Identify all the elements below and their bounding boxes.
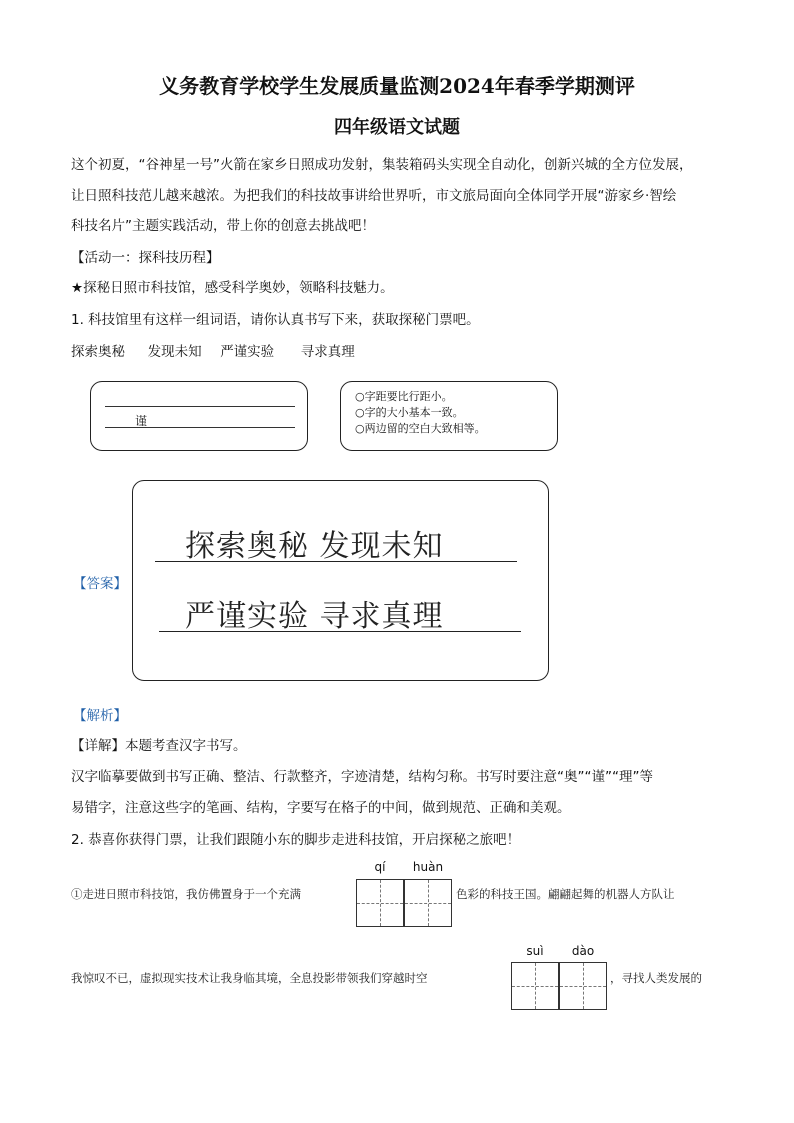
word-1: 探索奥秘 — [71, 344, 125, 360]
answer-line-1: 探索奥秘 发现未知 — [185, 529, 444, 564]
explain-line-1: 汉字临摹要做到书写正确、整洁、行款整齐，字迹清楚，结构匀称。书写时要注意“奥”“谨”“理”等 — [71, 769, 653, 785]
writing-box[interactable] — [90, 381, 308, 451]
word-list — [71, 340, 355, 360]
tips-box — [340, 381, 558, 451]
char-cell[interactable] — [559, 962, 607, 1010]
tips-list — [355, 389, 486, 437]
para2-before: 我惊叹不已，虚拟现实技术让我身临其境，全息投影带领我们穿越时空 — [71, 971, 428, 985]
tip-1: ○字距要比行距小。 — [355, 390, 453, 403]
page-subtitle: 四年级语文试题 — [334, 117, 460, 138]
pinyin-sui: suì — [526, 944, 544, 958]
answer-box — [132, 480, 549, 681]
word-2: 发现未知 — [147, 344, 202, 360]
pinyin-huan: huàn — [412, 860, 444, 874]
intro-line-2: 让日照科技范儿越来越浓。为把我们的科技故事讲给世界听，市文旅局面向全体同学开展“游家乡·智绘 — [71, 188, 677, 204]
word-3: 严谨实验 — [220, 344, 275, 360]
tip-2: ○字的大小基本一致。 — [355, 406, 464, 419]
tip-3: ○两边留的空白大致相等。 — [355, 422, 486, 435]
char-cell[interactable] — [356, 879, 404, 927]
ruled-line — [105, 406, 295, 407]
answer-rule-2 — [159, 631, 521, 632]
explain-line-2: 易错字，注意这些字的笔画、结构，字要写在格子的中间，做到规范、正确和美观。 — [71, 800, 571, 816]
char-cell[interactable] — [511, 962, 559, 1010]
activity-heading: 【活动一：探科技历程】 — [71, 250, 220, 266]
analysis-label: 【解析】 — [73, 708, 127, 724]
intro-line-1: 这个初夏，“谷神星一号”火箭在家乡日照成功发射，集装箱码头实现全自动化，创新兴城的全方位发展， — [71, 157, 693, 173]
char-cell[interactable] — [404, 879, 452, 927]
para1-after: 色彩的科技王国。翩翩起舞的机器人方队让 — [456, 887, 675, 901]
intro-line-3: 科技名片”主题实践活动，带上你的创意去挑战吧！ — [71, 218, 375, 234]
answer-rule-1 — [155, 561, 517, 562]
answer-label: 【答案】 — [73, 576, 127, 592]
para2-after: ，寻找人类发展的 — [610, 971, 702, 985]
activity-task: ★探秘日照市科技馆，感受科学奥妙，领略科技魅力。 — [71, 280, 394, 296]
page-title: 义务教育学校学生发展质量监测2024年春季学期测评 — [159, 74, 635, 98]
para1-before: ①走进日照市科技馆，我仿佛置身于一个充满 — [71, 887, 301, 901]
word-4: 寻求真理 — [300, 344, 355, 360]
question-2-prompt: 2. 恭喜你获得门票，让我们跟随小东的脚步走进科技馆，开启探秘之旅吧！ — [71, 832, 521, 848]
ruled-line — [105, 427, 295, 428]
detail-line: 【详解】本题考查汉字书写。 — [71, 738, 247, 754]
question-1-prompt: 1. 科技馆里有这样一组词语，请你认真书写下来，获取探秘门票吧。 — [71, 312, 480, 328]
writing-sample-char: 谨 — [135, 414, 148, 428]
answer-line-2: 严谨实验 寻求真理 — [185, 599, 444, 634]
pinyin-dao: dào — [571, 944, 595, 958]
pinyin-qi: qí — [374, 860, 386, 874]
